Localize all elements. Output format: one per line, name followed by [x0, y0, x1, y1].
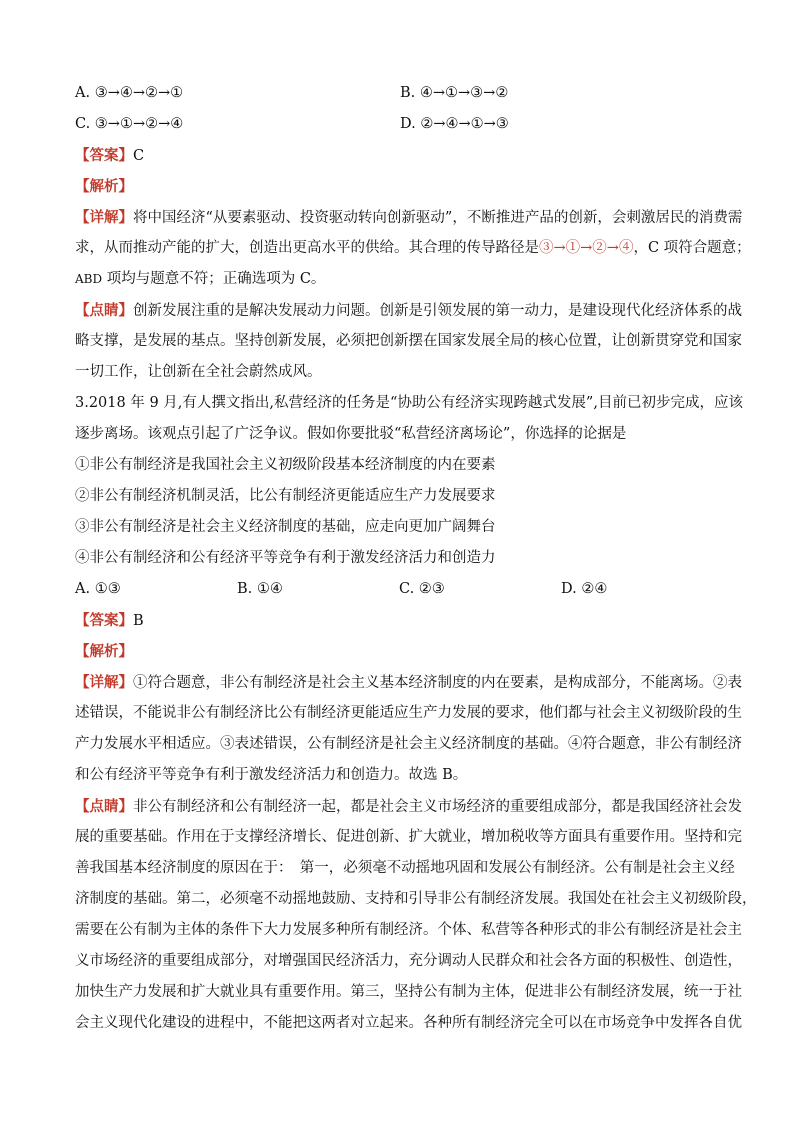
- q2-option-a: A. ③→④→②→①: [75, 85, 184, 101]
- q3-comment-line-7: 加快生产力发展和扩大就业具有重要作用。第三，坚持公有制为主体，促进非公有制经济发展，统一于社: [75, 984, 742, 1000]
- q3-stem-line-1: 3.2018 年 9 月,有人撰文指出,私营经济的任务是“协助公有经济实现跨越式发展”,目前已初步完成，应该: [75, 395, 743, 411]
- q3-comment-line-4: 济制度的基础。第二，必须毫不动摇地鼓励、支持和引导非公有制经济发展。我国处在社会主义初级阶段，: [75, 891, 757, 907]
- detail-text: 项均与题意不符；正确选项为 C。: [102, 271, 326, 287]
- q3-comment-line-8: 会主义现代化建设的进程中，不能把这两者对立起来。各种所有制经济完全可以在市场竞争中发挥各自优: [75, 1015, 742, 1031]
- answer-tag: 【答案】: [75, 147, 133, 164]
- detail-text: ，C 项符合题意；: [633, 240, 751, 256]
- q3-comment-line-5: 需要在公有制为主体的条件下大力发展多种所有制经济。个体、私营等各种形式的非公有制经济是社会主: [75, 922, 742, 938]
- q2-detail-line-2: [75, 233, 751, 264]
- analysis-tag: 【解析】: [75, 178, 133, 195]
- q2-detail-line-3: [75, 264, 727, 295]
- detail-text: ABD: [75, 272, 103, 286]
- q3-detail-line-2: 述错误，不能说非公有制经济比公有制经济更能适应生产力发展的要求，他们都与社会主义初级阶段的生: [75, 705, 742, 721]
- detail-text: 将中国经济“从要素驱动、投资驱动转向创新驱动”，不断推进产品的创新，会刺激居民的消费需: [133, 210, 743, 226]
- detail-tag: 【详解】: [75, 674, 133, 691]
- answer-value: B: [133, 613, 144, 629]
- q2-comment-line-2: 略支撑，是发展的基点。坚持创新发展，必须把创新摆在国家发展全局的核心位置，让创新贯穿党和国家: [75, 333, 742, 349]
- q3-detail-line-4: 和公有经济平等竞争有利于激发经济活力和创造力。故选 B。: [75, 767, 468, 783]
- q2-option-b: B. ④→①→③→②: [400, 85, 509, 101]
- q2-option-c: C. ③→①→②→④: [75, 116, 184, 132]
- q2-options-row-1: [75, 78, 727, 109]
- q3-item-4: ④非公有制经济和公有经济平等竞争有利于激发经济活力和创造力: [75, 550, 496, 566]
- q3-item-3: ③非公有制经济是社会主义经济制度的基础，应走向更加广阔舞台: [75, 519, 496, 535]
- q2-comment-line-3: 一切工作，让创新在全社会蔚然成风。: [75, 364, 322, 380]
- q3-options-row: [75, 574, 727, 605]
- q3-stem-line-2: 逐步离场。该观点引起了广泛争议。假如你要批驳“私营经济离场论”，你选择的论据是: [75, 426, 627, 442]
- q3-item-2: ②非公有制经济机制灵活，比公有制经济更能适应生产力发展要求: [75, 488, 496, 504]
- q3-answer: [75, 605, 727, 636]
- comment-text: 创新发展注重的是解决发展动力问题。创新是引领发展的第一动力，是建设现代化经济体系的战: [133, 303, 742, 319]
- detail-text: 求，从而推动产能的扩大，创造出更高水平的供给。其合理的传导路径是: [75, 240, 539, 256]
- comment-text: 非公有制经济和公有制经济一起，都是社会主义市场经济的重要组成部分，都是我国经济社会发: [133, 799, 742, 815]
- comment-tag: 【点睛】: [75, 798, 133, 815]
- q3-detail-line-3: 产力发展水平相适应。③表述错误，公有制经济是社会主义经济制度的基础。④符合题意，非公有制经济: [75, 736, 742, 752]
- q2-option-d: D. ②→④→①→③: [400, 116, 509, 132]
- q3-option-b: B. ①④: [237, 581, 283, 597]
- q3-analysis-heading: [75, 636, 727, 667]
- q3-option-c: C. ②③: [399, 581, 445, 597]
- q2-options-row-2: [75, 109, 727, 140]
- q2-analysis-heading: [75, 171, 727, 202]
- detail-path: ③→①→②→④: [539, 240, 634, 256]
- q3-comment-line-6: 义市场经济的重要组成部分，对增强国民经济活力，充分调动人民群众和社会各方面的积极性、创造性，: [75, 953, 742, 969]
- comment-tag: 【点睛】: [75, 302, 133, 319]
- answer-tag: 【答案】: [75, 612, 133, 629]
- detail-text: ①符合题意，非公有制经济是社会主义基本经济制度的内在要素，是构成部分，不能离场。②表: [133, 675, 742, 691]
- q3-item-1: ①非公有制经济是我国社会主义初级阶段基本经济制度的内在要素: [75, 457, 496, 473]
- q3-comment-line-1: [75, 791, 742, 822]
- q3-option-d: D. ②④: [561, 581, 608, 597]
- q3-comment-line-2: 展的重要基础。作用在于支撑经济增长、促进创新、扩大就业，增加税收等方面具有重要作用。坚持和完: [75, 829, 742, 845]
- q2-detail-line-1: [75, 202, 743, 233]
- detail-tag: 【详解】: [75, 209, 133, 226]
- answer-value: C: [133, 148, 145, 164]
- analysis-tag: 【解析】: [75, 643, 133, 660]
- q2-answer: [75, 140, 727, 171]
- q3-detail-line-1: [75, 667, 742, 698]
- document-page: [75, 78, 757, 1039]
- q2-comment-line-1: [75, 295, 742, 326]
- q3-option-a: A. ①③: [75, 581, 121, 597]
- q3-comment-line-3: 善我国基本经济制度的原因在于： 第一，必须毫不动摇地巩固和发展公有制经济。公有制是社会主义经: [75, 860, 735, 876]
